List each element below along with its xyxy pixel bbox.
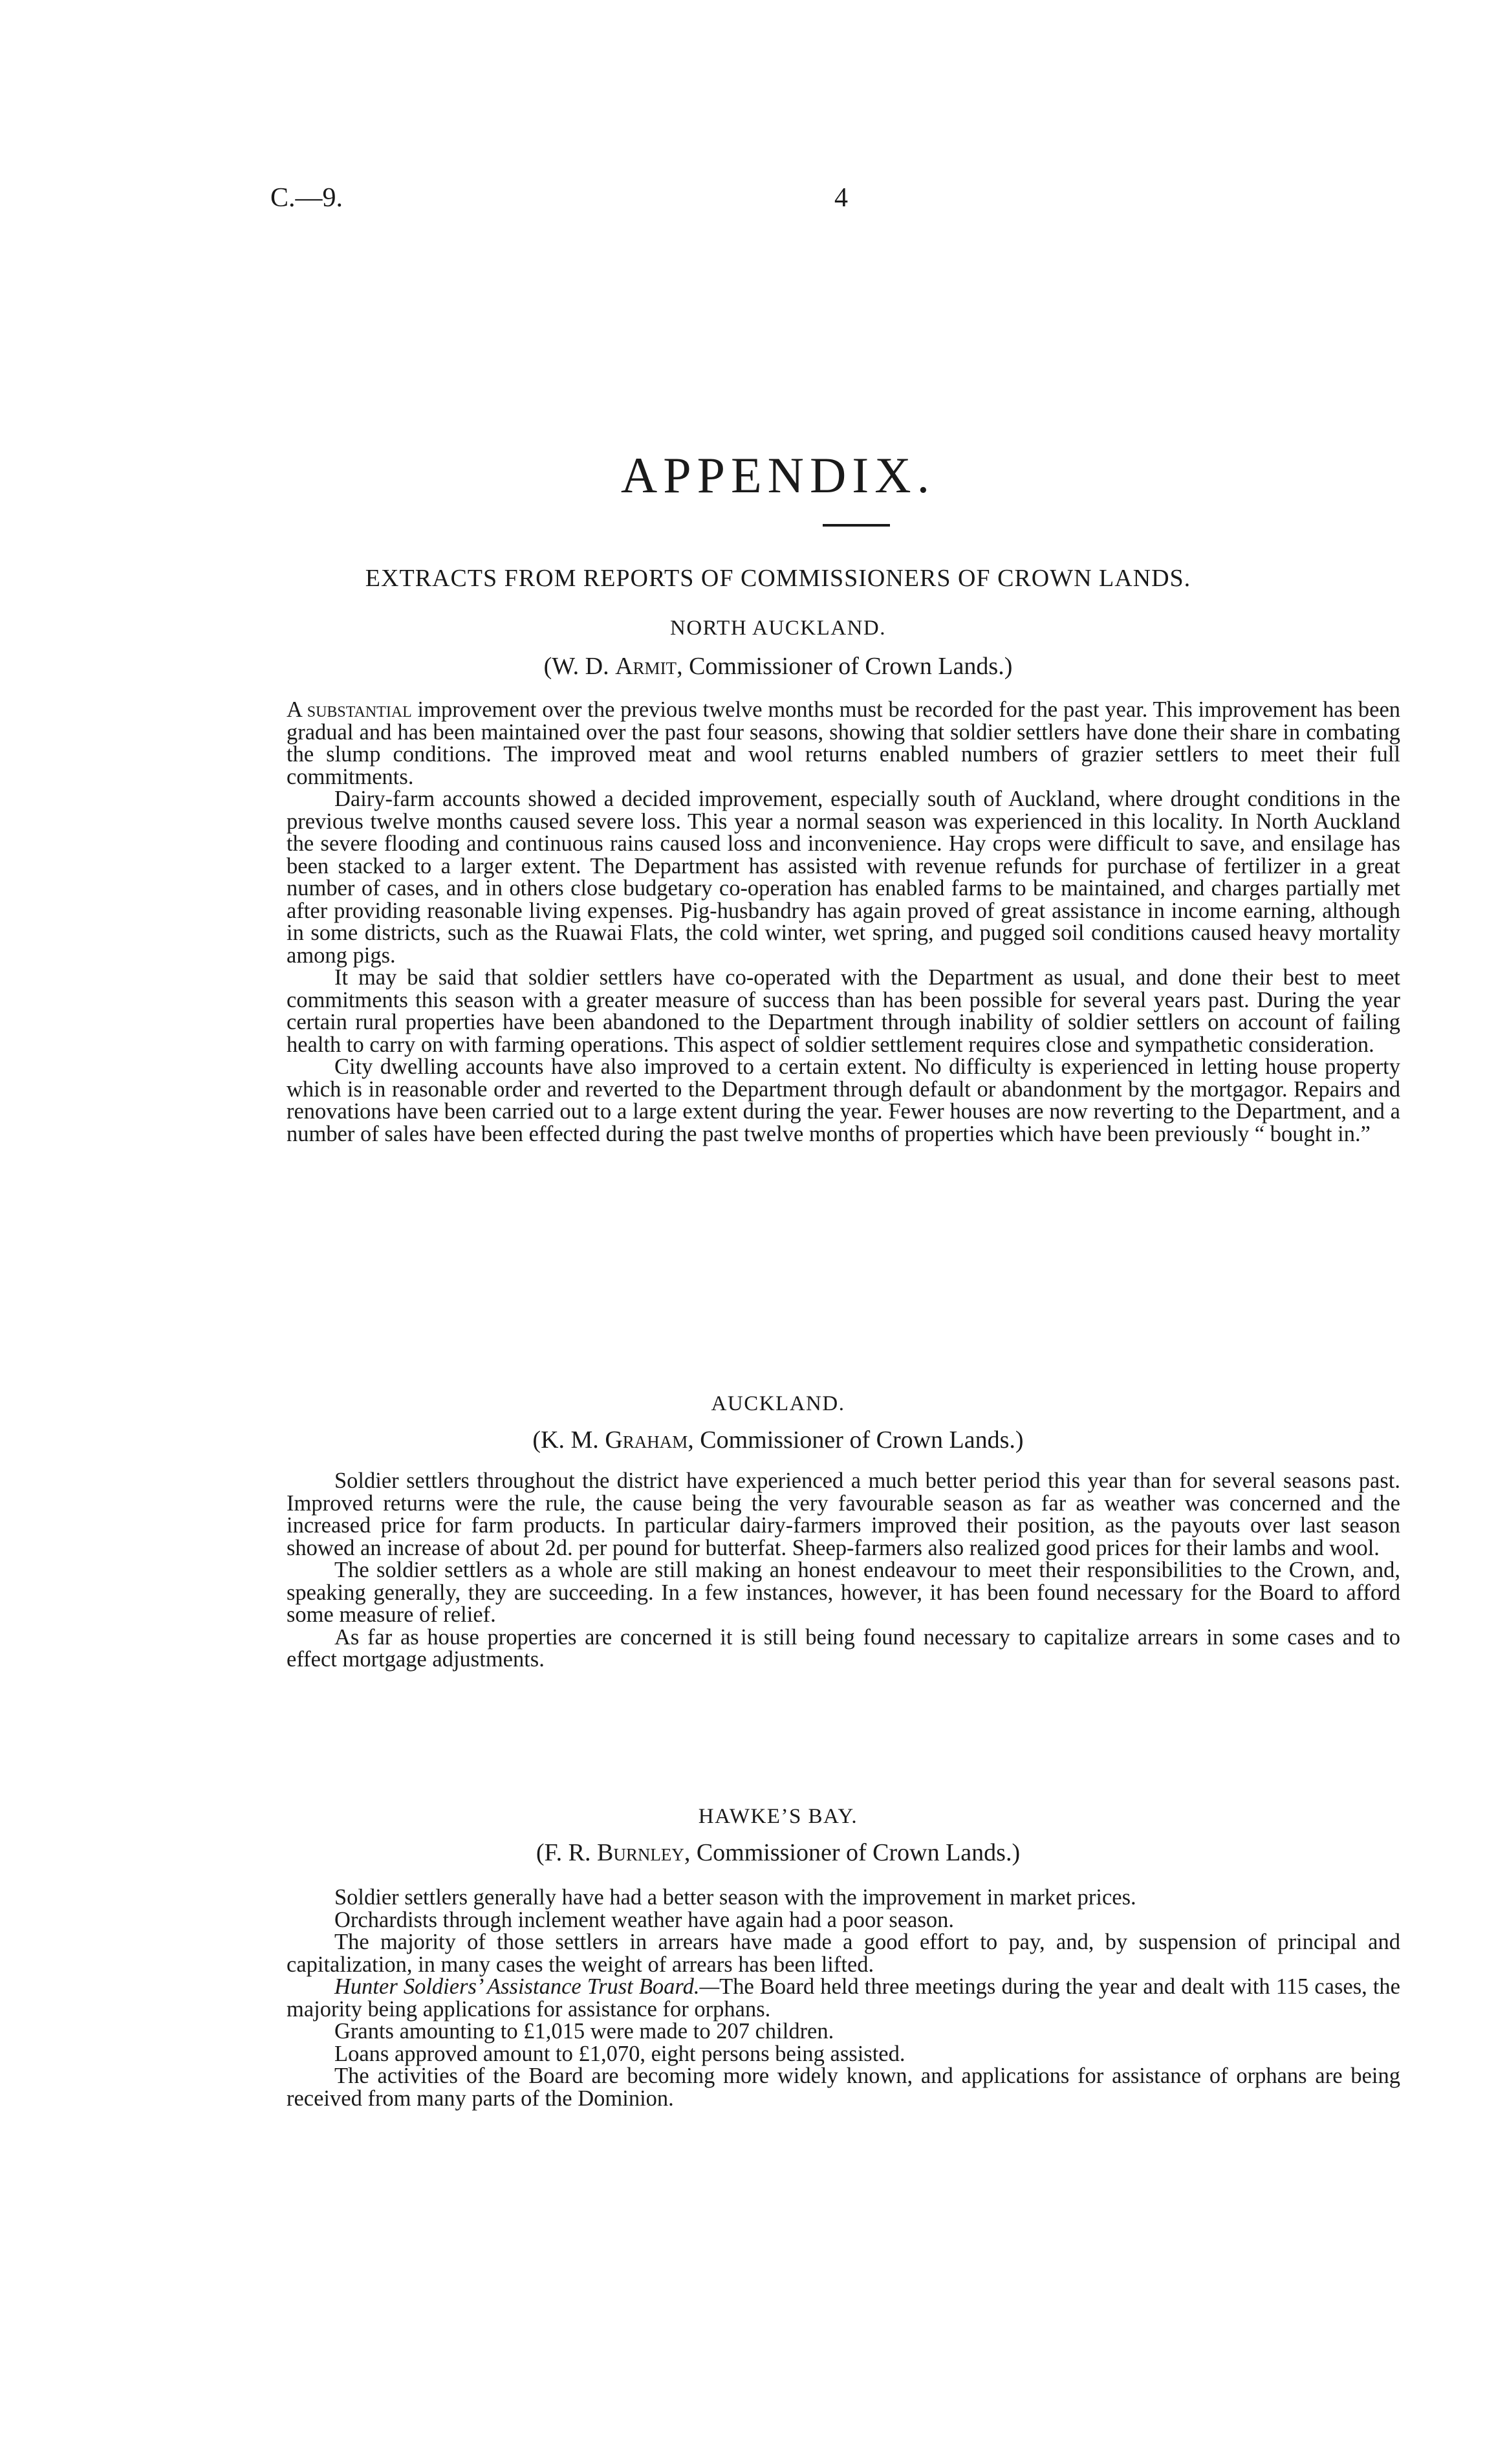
paragraph: Grants amounting to £1,015 were made to 207 children. (334, 2019, 834, 2044)
commissioner-line-auckland: (K. M. Graham, Commissioner of Crown Lands.) (532, 1426, 1024, 1454)
paragraph: Soldier settlers generally have had a better season with the improvement in market prices. (334, 1885, 1136, 1910)
paragraph: The soldier settlers as a whole are still making an honest endeavour to meet their responsibilities to the Crown, and, speaking generally, they are succeeding. In a few instances, however, it has been found necessary for the Board to afford some measure of relief. (287, 1558, 1400, 1627)
section-heading-hawkes-bay: HAWKE’S BAY. (698, 1805, 858, 1828)
paragraph: Dairy-farm accounts showed a decided improvement, especially south of Auckland, where drought conditions in the previous twelve months caused severe loss. This year a normal season was experienced in this locality. In North Auckland the severe flooding and continuous rains caused loss and inconvenience. Hay crops were difficult to save, and ensilage has been stacked to a larger extent. The Department has assisted with revenue refunds for purchase of fertilizer in a great number of cases, and in others close budgetary co-operation has enabled farms to be maintained, and charges partially met after providing reasonable living expenses. Pig-husbandry has again proved of great assistance in income earning, although in some districts, such as the Ruawai Flats, the cold winter, wet spring, and pugged soil conditions caused heavy mortality among pigs. (287, 787, 1400, 968)
paragraph: A substantial improvement over the previous twelve months must be recorded for the past year. This improvement has been gradual and has been maintained over the past four seasons, showing that soldier settlers have done their share in combating the slump conditions. The improved meat and wool returns enabled numbers of grazier settlers to meet their full commitments. (287, 697, 1401, 789)
paragraph: The activities of the Board are becoming more widely known, and applications for assistance of orphans are being received from many parts of the Dominion. (287, 2064, 1400, 2111)
paragraph: City dwelling accounts have also improved to a certain extent. No difficulty is experienced in letting house property which is in reasonable order and reverted to the Department through default or abandonment by the mortgagor. Repairs and renovations have been carried out to a large extent during the year. Fewer houses are now reverting to the Department, and a number of sales have been effected during the past twelve months of properties which have been previously “ bought in.” (287, 1054, 1400, 1146)
paragraph: It may be said that soldier settlers have co-operated with the Department as usual, and done their best to meet commitments this season with a greater measure of success than has been possible for several years past. During the year certain rural properties have been abandoned to the Department through inability of soldier settlers on account of failing health to carry on with farming operations. This aspect of soldier settlement requires close and sympathetic consideration. (287, 965, 1400, 1057)
paragraph: Hunter Soldiers’ Assistance Trust Board.—The Board held three meetings during the year and dealt with 115 cases, the majority being applications for assistance for orphans. (287, 1974, 1400, 2022)
paragraph: Soldier settlers throughout the district have experienced a much better period this year than for several seasons past. Improved returns were the rule, the cause being the very favourable season as far as weather was concerned and the increased price for farm products. In particular dairy-farmers improved their position, as the payouts over last season showed an increase of about 2d. per pound for butterfat. Sheep-farmers also realized good prices for their lambs and wool. (287, 1468, 1400, 1560)
title-rule (823, 524, 890, 527)
commissioner-line-hawkes-bay: (F. R. Burnley, Commissioner of Crown Lands.) (536, 1839, 1021, 1866)
section-body-north-auckland (287, 699, 1400, 1145)
paragraph: Loans approved amount to £1,070, eight persons being assisted. (334, 2041, 905, 2066)
section-body-auckland (287, 1470, 1400, 1671)
paragraph: Orchardists through inclement weather have again had a poor season. (334, 1907, 954, 1932)
paragraph: The majority of those settlers in arrears have made a good effort to pay, and, by suspension of principal and capitalization, in many cases the weight of arrears has been lifted. (287, 1930, 1400, 1977)
trust-board-name: Hunter Soldiers’ Assistance Trust Board.— (334, 1974, 720, 1999)
extracts-subtitle: EXTRACTS FROM REPORTS OF COMMISSIONERS OF CROWN LANDS. (365, 565, 1191, 592)
paragraph: As far as house properties are concerned it is still being found necessary to capitalize arrears in some cases and to effect mortgage adjustments. (287, 1624, 1400, 1672)
page-number: 4 (834, 183, 848, 213)
commissioner-line-north-auckland: (W. D. Armit, Commissioner of Crown Lands.) (543, 653, 1013, 680)
page-code: C.—9. (270, 183, 343, 213)
section-heading-north-auckland: NORTH AUCKLAND. (669, 616, 887, 640)
appendix-title: APPENDIX. (620, 447, 936, 503)
section-body-hawkes-bay (287, 1886, 1400, 2110)
section-heading-auckland: AUCKLAND. (711, 1392, 845, 1415)
